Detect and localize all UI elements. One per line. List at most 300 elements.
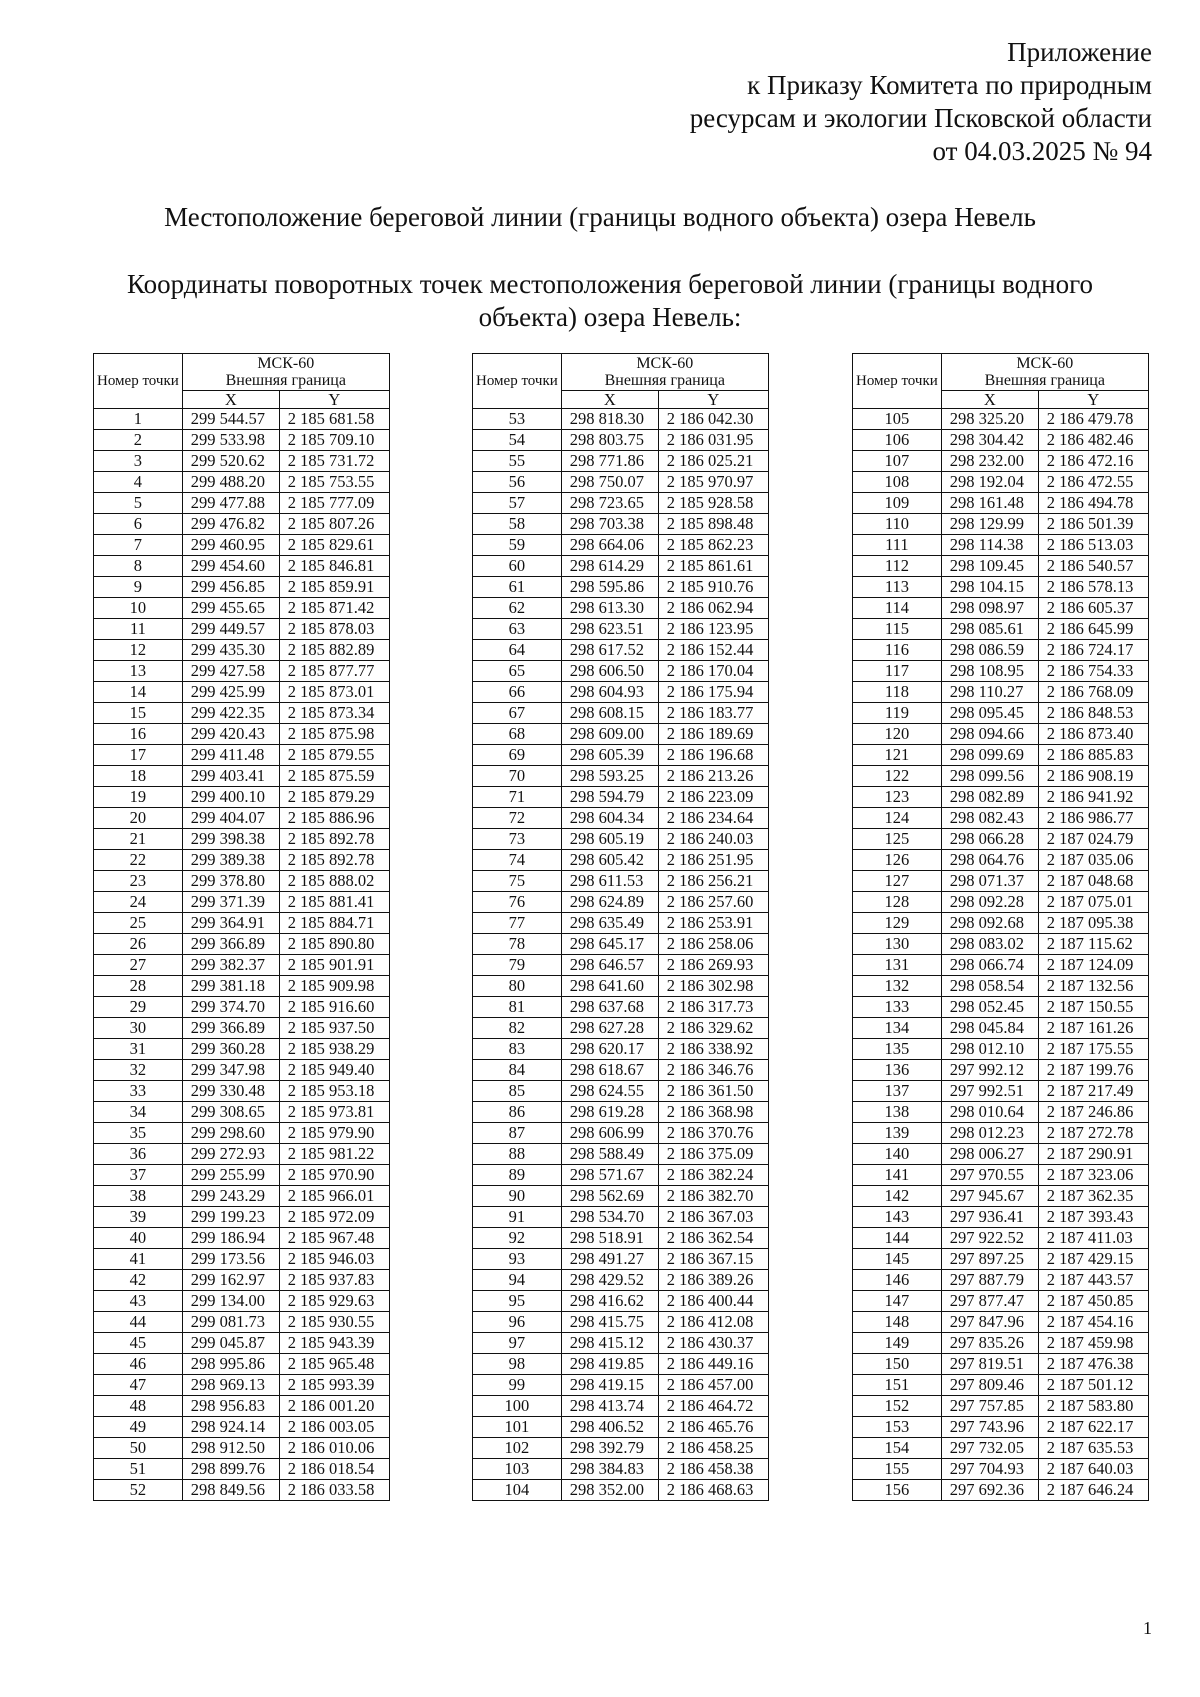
table-row — [94, 1333, 390, 1354]
cell-x: 298 045.84 — [941, 1018, 1038, 1039]
table-row — [853, 976, 1149, 997]
cell-point-number: 58 — [473, 514, 562, 535]
cell-point-number: 47 — [94, 1375, 183, 1396]
cell-point-number: 2 — [94, 430, 183, 451]
cell-point-number: 66 — [473, 682, 562, 703]
cell-y: 2 185 807.26 — [279, 514, 389, 535]
header-line-date: от 04.03.2025 № 94 — [932, 136, 1152, 166]
cell-x: 298 110.27 — [941, 682, 1038, 703]
cell-x: 299 243.29 — [182, 1186, 279, 1207]
cell-point-number: 44 — [94, 1312, 183, 1333]
cell-y: 2 187 290.91 — [1038, 1144, 1148, 1165]
cell-x: 297 819.51 — [941, 1354, 1038, 1375]
cell-point-number: 8 — [94, 556, 183, 577]
cell-point-number: 32 — [94, 1060, 183, 1081]
cell-x: 298 750.07 — [561, 472, 658, 493]
cell-point-number: 138 — [853, 1102, 942, 1123]
table-row — [853, 892, 1149, 913]
cell-x: 297 887.79 — [941, 1270, 1038, 1291]
cell-x: 297 704.93 — [941, 1459, 1038, 1480]
table-row — [94, 1438, 390, 1459]
table-row — [473, 493, 769, 514]
cell-point-number: 25 — [94, 913, 183, 934]
table-row — [473, 1039, 769, 1060]
table-row — [94, 1354, 390, 1375]
cell-point-number: 100 — [473, 1396, 562, 1417]
table-row — [853, 1039, 1149, 1060]
cell-x: 298 094.66 — [941, 724, 1038, 745]
cell-y: 2 185 890.80 — [279, 934, 389, 955]
table-row — [473, 1333, 769, 1354]
cell-y: 2 185 753.55 — [279, 472, 389, 493]
table-row — [853, 1396, 1149, 1417]
cell-x: 298 956.83 — [182, 1396, 279, 1417]
cell-x: 297 847.96 — [941, 1312, 1038, 1333]
cell-point-number: 10 — [94, 598, 183, 619]
cell-x: 298 518.91 — [561, 1228, 658, 1249]
table-row — [473, 661, 769, 682]
table-row — [473, 766, 769, 787]
cell-point-number: 40 — [94, 1228, 183, 1249]
table-row — [853, 1354, 1149, 1375]
cell-x: 298 614.29 — [561, 556, 658, 577]
cell-x: 299 347.98 — [182, 1060, 279, 1081]
table-row — [473, 1228, 769, 1249]
cell-point-number: 84 — [473, 1060, 562, 1081]
cell-x: 298 995.86 — [182, 1354, 279, 1375]
table-row — [853, 1312, 1149, 1333]
cell-y: 2 185 877.77 — [279, 661, 389, 682]
cell-point-number: 129 — [853, 913, 942, 934]
cell-y: 2 186 189.69 — [658, 724, 768, 745]
table-row — [473, 913, 769, 934]
cell-x: 298 609.00 — [561, 724, 658, 745]
cell-y: 2 186 152.44 — [658, 640, 768, 661]
cell-y: 2 187 450.85 — [1038, 1291, 1148, 1312]
cell-point-number: 86 — [473, 1102, 562, 1123]
table-row — [853, 1249, 1149, 1270]
cell-point-number: 78 — [473, 934, 562, 955]
cell-point-number: 41 — [94, 1249, 183, 1270]
cell-y: 2 186 302.98 — [658, 976, 768, 997]
cell-x: 298 092.68 — [941, 913, 1038, 934]
table-row — [94, 829, 390, 850]
cell-point-number: 63 — [473, 619, 562, 640]
table-row — [473, 703, 769, 724]
cell-x: 298 637.68 — [561, 997, 658, 1018]
cell-y: 2 186 449.16 — [658, 1354, 768, 1375]
table-row — [473, 1417, 769, 1438]
cell-x: 298 129.99 — [941, 514, 1038, 535]
table-row — [94, 1270, 390, 1291]
cell-point-number: 13 — [94, 661, 183, 682]
cell-y: 2 185 881.41 — [279, 892, 389, 913]
table-row — [94, 514, 390, 535]
cell-point-number: 108 — [853, 472, 942, 493]
cell-point-number: 127 — [853, 871, 942, 892]
cell-y: 2 187 640.03 — [1038, 1459, 1148, 1480]
cell-y: 2 185 928.58 — [658, 493, 768, 514]
cell-y: 2 186 170.04 — [658, 661, 768, 682]
cell-point-number: 109 — [853, 493, 942, 514]
table-row — [94, 913, 390, 934]
cell-y: 2 186 458.25 — [658, 1438, 768, 1459]
cell-x: 298 192.04 — [941, 472, 1038, 493]
cell-y: 2 186 986.77 — [1038, 808, 1148, 829]
cell-x: 298 083.02 — [941, 934, 1038, 955]
cell-point-number: 21 — [94, 829, 183, 850]
table-row — [473, 1207, 769, 1228]
cell-point-number: 101 — [473, 1417, 562, 1438]
cell-y: 2 185 886.96 — [279, 808, 389, 829]
cell-x: 299 425.99 — [182, 682, 279, 703]
cell-y: 2 186 605.37 — [1038, 598, 1148, 619]
cell-y: 2 186 482.46 — [1038, 430, 1148, 451]
header-line-appendix: Приложение — [1007, 37, 1152, 67]
cell-point-number: 92 — [473, 1228, 562, 1249]
table-row — [94, 787, 390, 808]
cell-x: 298 803.75 — [561, 430, 658, 451]
cell-y: 2 186 472.55 — [1038, 472, 1148, 493]
cell-y: 2 186 768.09 — [1038, 682, 1148, 703]
header-point-number: Номер точки — [473, 354, 562, 409]
coordinates-table-2 — [472, 353, 769, 1501]
cell-point-number: 20 — [94, 808, 183, 829]
cell-point-number: 155 — [853, 1459, 942, 1480]
cell-point-number: 102 — [473, 1438, 562, 1459]
table-row — [473, 787, 769, 808]
header-system-name: МСК-60 — [1016, 355, 1074, 372]
cell-point-number: 4 — [94, 472, 183, 493]
table-row — [473, 577, 769, 598]
cell-y: 2 186 465.76 — [658, 1417, 768, 1438]
cell-y: 2 185 892.78 — [279, 850, 389, 871]
cell-x: 298 325.20 — [941, 409, 1038, 430]
table-row — [94, 724, 390, 745]
cell-y: 2 185 882.89 — [279, 640, 389, 661]
cell-x: 298 611.53 — [561, 871, 658, 892]
cell-point-number: 60 — [473, 556, 562, 577]
table-row — [94, 892, 390, 913]
cell-x: 298 006.27 — [941, 1144, 1038, 1165]
cell-point-number: 110 — [853, 514, 942, 535]
cell-y: 2 185 846.81 — [279, 556, 389, 577]
cell-y: 2 185 898.48 — [658, 514, 768, 535]
cell-y: 2 186 645.99 — [1038, 619, 1148, 640]
cell-x: 298 849.56 — [182, 1480, 279, 1501]
table-row — [853, 1438, 1149, 1459]
header-boundary: Внешняя граница — [225, 372, 346, 389]
cell-point-number: 128 — [853, 892, 942, 913]
cell-point-number: 75 — [473, 871, 562, 892]
table-row — [473, 1165, 769, 1186]
cell-x: 298 604.34 — [561, 808, 658, 829]
cell-x: 298 491.27 — [561, 1249, 658, 1270]
cell-y: 2 186 375.09 — [658, 1144, 768, 1165]
cell-x: 298 304.42 — [941, 430, 1038, 451]
cell-y: 2 187 075.01 — [1038, 892, 1148, 913]
cell-x: 298 624.89 — [561, 892, 658, 913]
cell-x: 298 415.12 — [561, 1333, 658, 1354]
table-row — [853, 1018, 1149, 1039]
cell-point-number: 51 — [94, 1459, 183, 1480]
cell-y: 2 186 346.76 — [658, 1060, 768, 1081]
table-row — [94, 1249, 390, 1270]
table-row — [853, 829, 1149, 850]
cell-point-number: 31 — [94, 1039, 183, 1060]
cell-y: 2 185 731.72 — [279, 451, 389, 472]
coordinates-table-1 — [93, 353, 390, 1501]
table-row — [473, 934, 769, 955]
cell-y: 2 186 754.33 — [1038, 661, 1148, 682]
cell-point-number: 145 — [853, 1249, 942, 1270]
cell-point-number: 123 — [853, 787, 942, 808]
cell-point-number: 69 — [473, 745, 562, 766]
cell-y: 2 185 888.02 — [279, 871, 389, 892]
cell-x: 298 098.97 — [941, 598, 1038, 619]
cell-point-number: 94 — [473, 1270, 562, 1291]
table-row — [473, 850, 769, 871]
table-row — [853, 556, 1149, 577]
table-row — [94, 556, 390, 577]
cell-x: 298 613.30 — [561, 598, 658, 619]
cell-y: 2 185 777.09 — [279, 493, 389, 514]
cell-x: 298 384.83 — [561, 1459, 658, 1480]
cell-point-number: 87 — [473, 1123, 562, 1144]
cell-point-number: 77 — [473, 913, 562, 934]
table-row — [473, 451, 769, 472]
table-row — [473, 1102, 769, 1123]
cell-x: 297 809.46 — [941, 1375, 1038, 1396]
cell-x: 299 476.82 — [182, 514, 279, 535]
cell-y: 2 187 429.15 — [1038, 1249, 1148, 1270]
cell-y: 2 186 123.95 — [658, 619, 768, 640]
cell-y: 2 186 175.94 — [658, 682, 768, 703]
cell-x: 298 604.93 — [561, 682, 658, 703]
table-row — [853, 703, 1149, 724]
cell-y: 2 186 253.91 — [658, 913, 768, 934]
table-row — [473, 430, 769, 451]
cell-point-number: 37 — [94, 1165, 183, 1186]
cell-point-number: 141 — [853, 1165, 942, 1186]
table-row — [94, 640, 390, 661]
cell-point-number: 114 — [853, 598, 942, 619]
cell-point-number: 3 — [94, 451, 183, 472]
header-x: X — [941, 391, 1038, 409]
cell-point-number: 65 — [473, 661, 562, 682]
cell-y: 2 185 878.03 — [279, 619, 389, 640]
cell-y: 2 186 479.78 — [1038, 409, 1148, 430]
cell-y: 2 185 972.09 — [279, 1207, 389, 1228]
cell-y: 2 185 970.97 — [658, 472, 768, 493]
cell-x: 298 416.62 — [561, 1291, 658, 1312]
cell-x: 297 922.52 — [941, 1228, 1038, 1249]
cell-y: 2 185 946.03 — [279, 1249, 389, 1270]
cell-point-number: 76 — [473, 892, 562, 913]
cell-y: 2 186 003.05 — [279, 1417, 389, 1438]
table-row — [94, 409, 390, 430]
table-row — [473, 1375, 769, 1396]
cell-y: 2 185 884.71 — [279, 913, 389, 934]
cell-x: 299 162.97 — [182, 1270, 279, 1291]
cell-point-number: 113 — [853, 577, 942, 598]
header-boundary: Внешняя граница — [984, 372, 1105, 389]
table-row — [94, 1459, 390, 1480]
cell-y: 2 187 622.17 — [1038, 1417, 1148, 1438]
cell-x: 298 012.10 — [941, 1039, 1038, 1060]
cell-x: 298 606.99 — [561, 1123, 658, 1144]
table-row — [473, 619, 769, 640]
table-row — [94, 472, 390, 493]
table-row — [853, 913, 1149, 934]
cell-point-number: 53 — [473, 409, 562, 430]
table-row — [94, 619, 390, 640]
cell-x: 298 071.37 — [941, 871, 1038, 892]
cell-point-number: 136 — [853, 1060, 942, 1081]
table-row — [94, 955, 390, 976]
header-boundary: Внешняя граница — [604, 372, 725, 389]
table-row — [853, 1207, 1149, 1228]
cell-point-number: 131 — [853, 955, 942, 976]
table-row — [853, 997, 1149, 1018]
cell-point-number: 81 — [473, 997, 562, 1018]
cell-y: 2 185 937.50 — [279, 1018, 389, 1039]
table-row — [94, 1291, 390, 1312]
cell-y: 2 185 965.48 — [279, 1354, 389, 1375]
cell-x: 297 757.85 — [941, 1396, 1038, 1417]
table-row — [473, 1186, 769, 1207]
cell-x: 299 427.58 — [182, 661, 279, 682]
cell-y: 2 186 269.93 — [658, 955, 768, 976]
cell-y: 2 186 457.00 — [658, 1375, 768, 1396]
table-row — [473, 598, 769, 619]
cell-point-number: 125 — [853, 829, 942, 850]
table-row — [853, 955, 1149, 976]
cell-x: 298 624.55 — [561, 1081, 658, 1102]
cell-x: 298 534.70 — [561, 1207, 658, 1228]
cell-x: 298 608.15 — [561, 703, 658, 724]
cell-point-number: 105 — [853, 409, 942, 430]
cell-point-number: 119 — [853, 703, 942, 724]
table-row — [853, 787, 1149, 808]
cell-point-number: 106 — [853, 430, 942, 451]
cell-point-number: 153 — [853, 1417, 942, 1438]
cell-y: 2 187 095.38 — [1038, 913, 1148, 934]
cell-point-number: 154 — [853, 1438, 942, 1459]
table-row — [853, 1081, 1149, 1102]
cell-x: 297 970.55 — [941, 1165, 1038, 1186]
cell-point-number: 39 — [94, 1207, 183, 1228]
cell-point-number: 38 — [94, 1186, 183, 1207]
cell-point-number: 49 — [94, 1417, 183, 1438]
cell-x: 299 422.35 — [182, 703, 279, 724]
table-row — [473, 409, 769, 430]
cell-y: 2 186 412.08 — [658, 1312, 768, 1333]
cell-point-number: 139 — [853, 1123, 942, 1144]
cell-point-number: 27 — [94, 955, 183, 976]
cell-y: 2 186 494.78 — [1038, 493, 1148, 514]
cell-point-number: 126 — [853, 850, 942, 871]
table-row — [853, 535, 1149, 556]
table-row — [853, 850, 1149, 871]
cell-point-number: 45 — [94, 1333, 183, 1354]
table-row — [473, 640, 769, 661]
cell-x: 298 619.28 — [561, 1102, 658, 1123]
cell-x: 298 392.79 — [561, 1438, 658, 1459]
cell-point-number: 16 — [94, 724, 183, 745]
cell-x: 298 605.42 — [561, 850, 658, 871]
table-row — [94, 493, 390, 514]
table-row — [853, 409, 1149, 430]
cell-y: 2 185 949.40 — [279, 1060, 389, 1081]
cell-x: 299 371.39 — [182, 892, 279, 913]
cell-x: 298 066.28 — [941, 829, 1038, 850]
cell-x: 298 645.17 — [561, 934, 658, 955]
cell-point-number: 107 — [853, 451, 942, 472]
cell-point-number: 88 — [473, 1144, 562, 1165]
cell-point-number: 74 — [473, 850, 562, 871]
cell-y: 2 186 458.38 — [658, 1459, 768, 1480]
cell-x: 299 374.70 — [182, 997, 279, 1018]
cell-y: 2 186 908.19 — [1038, 766, 1148, 787]
cell-x: 298 605.39 — [561, 745, 658, 766]
cell-point-number: 96 — [473, 1312, 562, 1333]
cell-point-number: 57 — [473, 493, 562, 514]
cell-x: 298 104.15 — [941, 577, 1038, 598]
cell-point-number: 64 — [473, 640, 562, 661]
cell-x: 298 924.14 — [182, 1417, 279, 1438]
cell-y: 2 187 246.86 — [1038, 1102, 1148, 1123]
cell-point-number: 91 — [473, 1207, 562, 1228]
cell-x: 299 255.99 — [182, 1165, 279, 1186]
cell-y: 2 185 909.98 — [279, 976, 389, 997]
cell-point-number: 23 — [94, 871, 183, 892]
cell-y: 2 186 370.76 — [658, 1123, 768, 1144]
table-row — [853, 1123, 1149, 1144]
document-subtitle: Координаты поворотных точек местоположения береговой линии (границы водного объекта) озера Невель: — [126, 269, 1093, 332]
cell-point-number: 143 — [853, 1207, 942, 1228]
table-row — [94, 1144, 390, 1165]
cell-x: 299 477.88 — [182, 493, 279, 514]
cell-point-number: 56 — [473, 472, 562, 493]
cell-y: 2 186 329.62 — [658, 1018, 768, 1039]
cell-x: 298 562.69 — [561, 1186, 658, 1207]
cell-x: 298 064.76 — [941, 850, 1038, 871]
cell-x: 298 620.17 — [561, 1039, 658, 1060]
cell-point-number: 99 — [473, 1375, 562, 1396]
cell-x: 298 010.64 — [941, 1102, 1038, 1123]
cell-y: 2 187 646.24 — [1038, 1480, 1148, 1501]
cell-y: 2 186 430.37 — [658, 1333, 768, 1354]
table-row — [473, 892, 769, 913]
cell-y: 2 186 213.26 — [658, 766, 768, 787]
cell-point-number: 152 — [853, 1396, 942, 1417]
cell-x: 299 400.10 — [182, 787, 279, 808]
cell-y: 2 186 317.73 — [658, 997, 768, 1018]
table-row — [94, 997, 390, 1018]
table-row — [473, 1123, 769, 1144]
header-system-name: МСК-60 — [636, 355, 694, 372]
cell-point-number: 72 — [473, 808, 562, 829]
cell-point-number: 35 — [94, 1123, 183, 1144]
cell-point-number: 124 — [853, 808, 942, 829]
table-row — [94, 1396, 390, 1417]
table-row — [94, 451, 390, 472]
cell-x: 297 732.05 — [941, 1438, 1038, 1459]
table-row — [94, 871, 390, 892]
cell-point-number: 116 — [853, 640, 942, 661]
cell-x: 298 605.19 — [561, 829, 658, 850]
